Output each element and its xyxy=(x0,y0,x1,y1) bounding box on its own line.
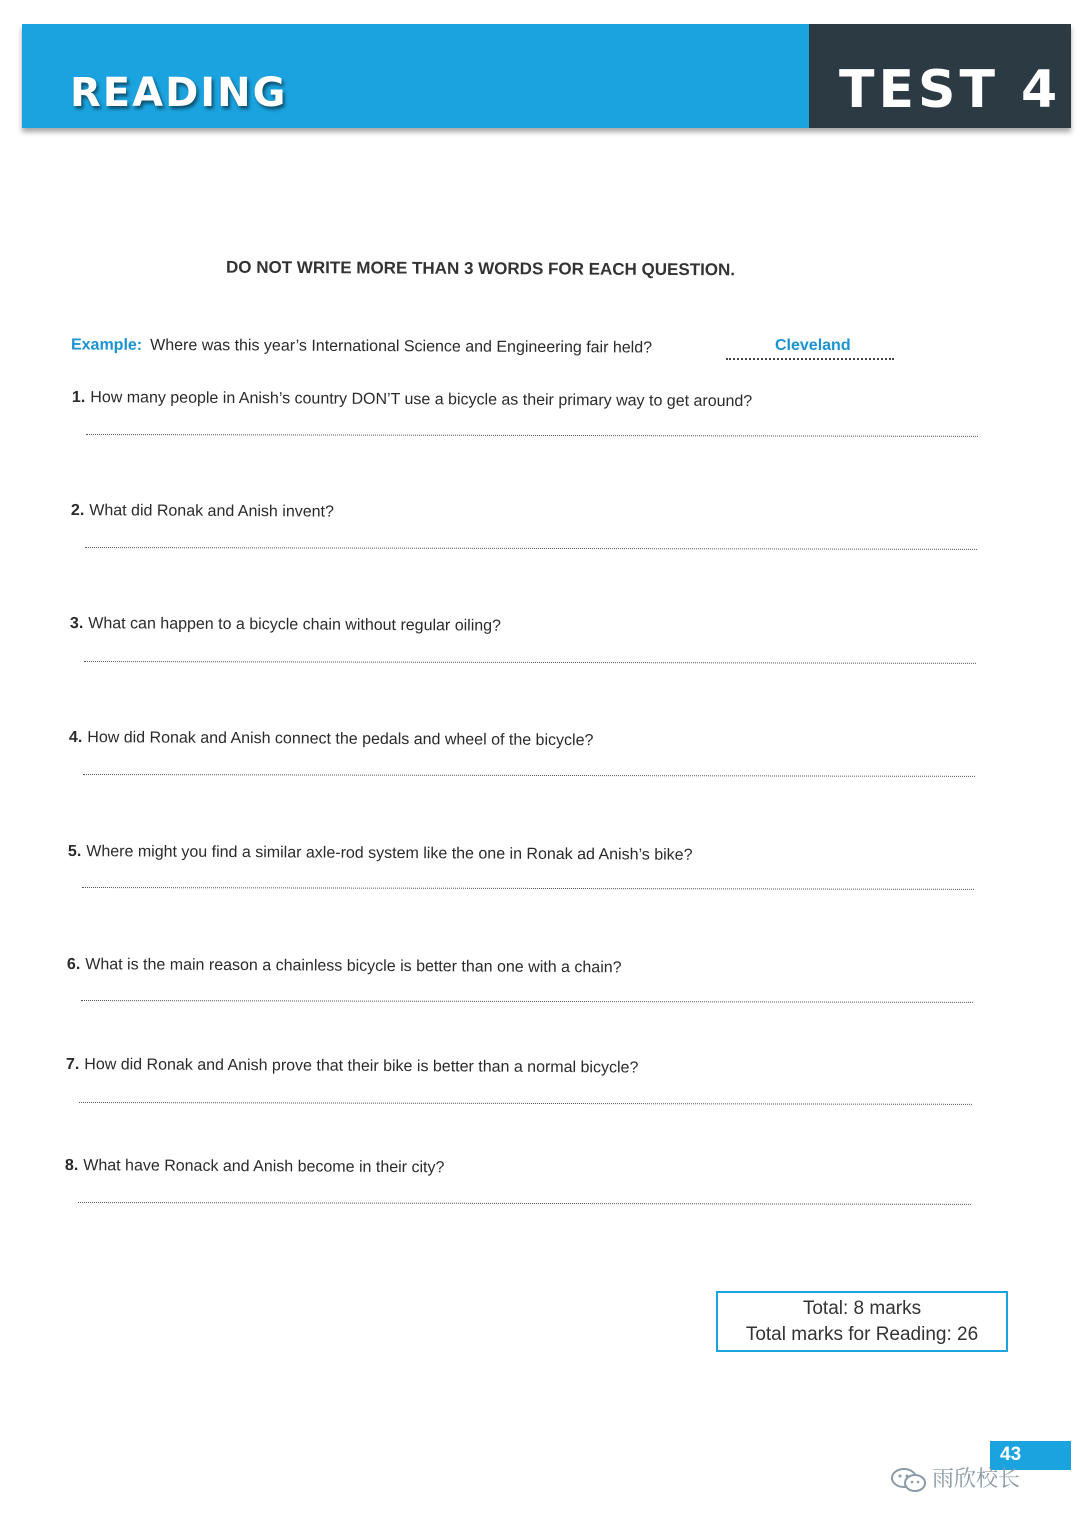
question-1 xyxy=(72,389,752,411)
marks-box xyxy=(716,1291,1008,1352)
question-4 xyxy=(69,729,594,750)
total-marks: Total: 8 marks xyxy=(802,1298,922,1319)
question-text: What have Ronack and Anish become in their city? xyxy=(83,1157,445,1177)
answer-line-8[interactable] xyxy=(78,1202,971,1205)
answer-line-2[interactable] xyxy=(85,547,977,550)
answer-line-6[interactable] xyxy=(81,1000,973,1003)
question-8 xyxy=(65,1157,445,1177)
answer-line-1[interactable] xyxy=(86,434,978,437)
question-number: 7. xyxy=(65,1056,80,1074)
question-text: What did Ronak and Anish invent? xyxy=(89,502,334,521)
question-number: 2. xyxy=(70,502,85,520)
question-number: 3. xyxy=(69,615,84,633)
example-row xyxy=(71,336,652,357)
answer-line-5[interactable] xyxy=(82,887,974,890)
question-number: 8. xyxy=(64,1157,79,1175)
watermark xyxy=(890,1462,1020,1493)
instruction-text: DO NOT WRITE MORE THAN 3 WORDS FOR EACH QUESTION. xyxy=(225,257,736,280)
answer-line-4[interactable] xyxy=(83,774,975,777)
answer-line-7[interactable] xyxy=(79,1102,972,1105)
page-number: 43 xyxy=(1000,1444,1022,1465)
question-3 xyxy=(70,615,501,636)
header-banner xyxy=(22,24,1071,128)
question-number: 1. xyxy=(71,389,86,407)
watermark-text: 雨欣校长 xyxy=(932,1467,1021,1492)
example-answer: Cleveland xyxy=(775,337,851,354)
question-text: What is the main reason a chainless bicycle is better than one with a chain? xyxy=(85,956,622,977)
reading-total-marks: Total marks for Reading: 26 xyxy=(745,1324,979,1345)
chat-bubbles-icon xyxy=(890,1467,928,1493)
question-number: 6. xyxy=(66,956,81,974)
example-label: Example: xyxy=(70,336,143,354)
question-text: Where might you find a similar axle-rod system like the one in Ronak ad Anish’s bike? xyxy=(86,843,693,864)
question-text: How did Ronak and Anish connect the pedals and wheel of the bicycle? xyxy=(87,729,594,750)
question-text: How did Ronak and Anish prove that their bike is better than a normal bicycle? xyxy=(84,1056,639,1077)
question-text: What can happen to a bicycle chain without regular oiling? xyxy=(88,615,502,635)
question-text: How many people in Anish’s country DON’T use a bicycle as their primary way to get around? xyxy=(90,389,753,411)
test-label-box xyxy=(809,24,1071,128)
test-label: TEST 4 xyxy=(839,60,1062,120)
question-number: 4. xyxy=(68,729,83,747)
question-7 xyxy=(66,1056,639,1077)
question-6 xyxy=(67,956,622,977)
example-question: Where was this year’s International Science and Engineering fair held? xyxy=(150,336,653,357)
question-5 xyxy=(68,843,693,865)
question-number: 5. xyxy=(67,843,82,861)
answer-line-3[interactable] xyxy=(84,661,976,664)
section-title: READING xyxy=(70,70,288,116)
question-2 xyxy=(71,502,334,522)
